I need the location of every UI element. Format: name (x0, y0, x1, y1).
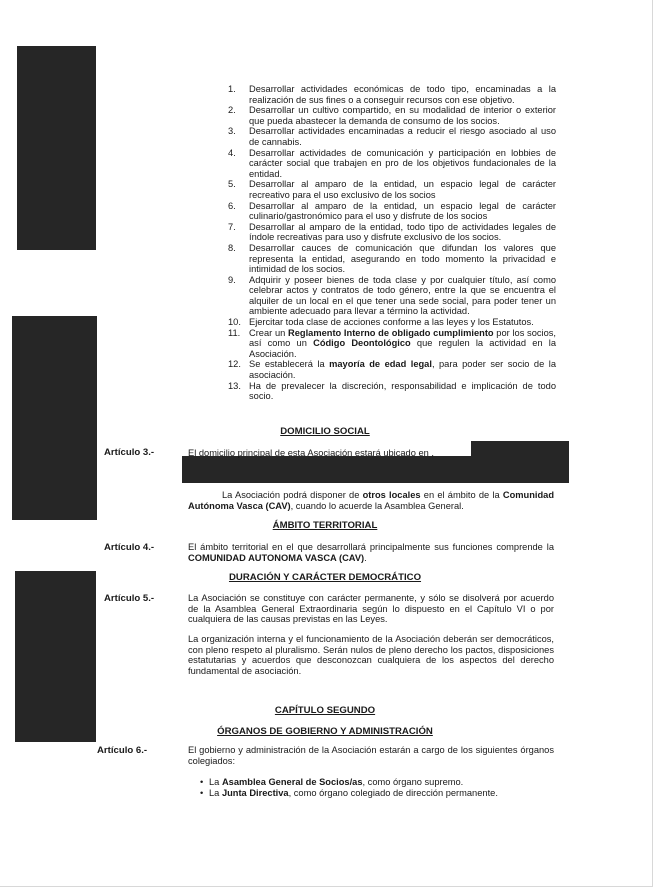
list-number: 3. (228, 126, 236, 137)
section-heading: DURACIÓN Y CARÁCTER DEMOCRÁTICO (228, 572, 422, 583)
redaction-block (12, 316, 97, 520)
list-item: • La Asamblea General de Socios/as, como órgano supremo. (200, 777, 464, 787)
bullet-icon: • (200, 777, 204, 787)
article-text: El ámbito territorial en el que desarrollará principalmente sus funciones comprende la COMUNIDAD AUTONOMA VASCA (CAV). (188, 542, 554, 563)
list-number: 6. (228, 200, 236, 211)
list-number: 13. (228, 380, 241, 391)
bullet-list (200, 777, 498, 799)
redaction-block (471, 441, 569, 457)
article-text: El domicilio principal de esta Asociación estará ubicado en , (188, 448, 434, 458)
list-number: 10. (228, 317, 241, 328)
article-label: Artículo 3.- (104, 447, 155, 458)
list-item (228, 84, 556, 105)
list-item (228, 148, 556, 180)
list-number: 12. (228, 359, 241, 370)
redaction-block (15, 571, 96, 742)
list-item (228, 222, 556, 243)
list-item (228, 201, 556, 222)
list-number: 4. (228, 147, 236, 158)
list-text: Crear un Reglamento Interno de obligado cumplimiento por los socios, así como un Código Deontológico que regulen la actividad en la Asociación. (249, 327, 556, 359)
list-item (228, 328, 556, 360)
article-text: La Asociación se constituye con carácter permanente, y sólo se disolverá por acuerdo de la Asamblea General Extraordinaria según lo dispuesto en el Capítulo VI o por cualquiera de las causas previstas en las Leyes. (188, 593, 554, 625)
list-number: 9. (228, 274, 236, 285)
list-item: • La Junta Directiva, como órgano colegiado de dirección permanente. (200, 788, 498, 798)
article-label: Artículo 6.- (97, 745, 148, 756)
list-item (228, 381, 556, 402)
list-item (228, 243, 556, 275)
chapter-heading: CAPÍTULO SEGUNDO (274, 705, 376, 716)
list-number: 1. (228, 84, 236, 94)
article-text: El gobierno y administración de la Asociación estarán a cargo de los siguientes órganos colegiados: (188, 745, 554, 766)
list-text: Desarrollar al amparo de la entidad, un espacio legal de carácter recreativo para el uso exclusivo de los socios (249, 179, 556, 200)
list-number: 7. (228, 221, 236, 232)
list-item (228, 126, 556, 147)
list-text: Se establecerá la mayoría de edad legal, para poder ser socio de la asociación. (249, 359, 556, 381)
redaction-block (182, 456, 569, 483)
list-text: Ha de prevalecer la discreción, responsabilidad e implicación de todo socio. (249, 380, 556, 402)
list-text: Adquirir y poseer bienes de toda clase y por cualquier título, así como celebrar actos y contratos de todo género, entre la que se encuentra el alquiler de un local en el que tener una sede social, para poder tener un ambiente adecuado para llevar a término la actividad. (249, 274, 556, 317)
list-text: Ejercitar toda clase de acciones conforme a las leyes y los Estatutos. (249, 317, 534, 328)
list-text: Desarrollar al amparo de la entidad, un espacio legal de carácter culinario/gastronómico para el uso y disfrute de los socios (249, 200, 556, 222)
article-label: Artículo 5.- (104, 593, 155, 604)
list-number: 8. (228, 242, 236, 253)
list-item (228, 105, 556, 126)
list-text: Desarrollar un cultivo compartido, en su modalidad de interior o exterior que pueda abastecer la demanda de consumo de los socios. (249, 105, 556, 126)
list-text: Desarrollar al amparo de la entidad, todo tipo de actividades legales de índole recreativas para uso y disfrute exclusivo de los socios. (249, 221, 556, 243)
article-text: La organización interna y el funcionamiento de la Asociación deberán ser democráticos, con pleno respeto al pluralismo. Serán nulos de pleno derecho los pactos, disposiciones estatutarias y acuerdos que desconozcan cualquiera de los aspectos del derecho fundamental de asociación. (188, 634, 554, 676)
list-number: 5. (228, 179, 236, 190)
list-text: Desarrollar actividades encaminadas a reducir el riesgo asociado al uso de cannabis. (249, 126, 556, 147)
list-number: 2. (228, 105, 236, 116)
section-heading: DOMICILIO SOCIAL (280, 426, 370, 437)
bullet-icon: • (200, 788, 204, 798)
list-item (228, 179, 556, 200)
redaction-block (17, 46, 96, 250)
list-text: Desarrollar actividades económicas de todo tipo, encaminadas a la realización de sus fines o a conseguir recursos con ese objetivo. (249, 84, 556, 105)
list-item (228, 359, 556, 380)
list-item (228, 317, 556, 328)
article-label: Artículo 4.- (104, 542, 155, 553)
article-text: La Asociación podrá disponer de otros locales en el ámbito de la Comunidad Autónoma Vasca (CAV), cuando lo acuerde la Asamblea General. (188, 490, 555, 511)
list-text: Desarrollar actividades de comunicación y participación en lobbies de carácter social que trabajen en pro de los objetivos fundacionales de la entidad. (249, 147, 556, 179)
list-number: 11. (228, 327, 241, 338)
section-heading: ÓRGANOS DE GOBIERNO Y ADMINISTRACIÓN (217, 726, 433, 737)
objectives-list (228, 84, 556, 402)
section-heading: ÁMBITO TERRITORIAL (272, 520, 378, 531)
list-text: Desarrollar cauces de comunicación que difundan los valores que representa la entidad, asegurando en todo momento la privacidad e intimidad de los socios. (249, 242, 556, 275)
list-item (228, 275, 556, 317)
